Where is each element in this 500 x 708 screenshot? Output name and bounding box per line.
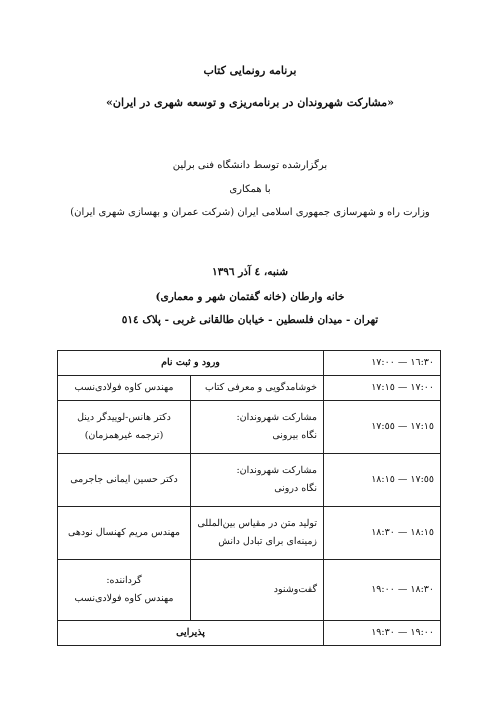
topic-cell <box>191 507 324 560</box>
topic-line: گفت‌وشنود <box>273 584 317 596</box>
time-cell: ١٧:٥٥ — ١٨:١٥ <box>324 454 441 507</box>
speaker-line: مهندس کاوه فولادی‌نسب <box>74 593 174 605</box>
event-date: شنبه، ٤ آذر ١٣٩٦ <box>212 266 288 278</box>
time-cell: ١٨:٣٠ — ١٩:٠٠ <box>324 560 441 621</box>
topic-line: خوشامدگویی و معرفی کتاب <box>205 382 317 394</box>
session-merged-cell: پذیرایی <box>58 621 324 646</box>
topic-cell <box>191 376 324 401</box>
speaker-cell <box>58 401 191 454</box>
topic-line: مشارکت شهروندان: <box>236 412 317 424</box>
speaker-cell <box>58 376 191 401</box>
topic-line: مشارکت شهروندان: <box>236 465 317 477</box>
table-row <box>58 351 441 376</box>
topic-line: تولید متن در مقیاس بین‌المللی <box>197 518 317 530</box>
book-title: «مشارکت شهروندان در برنامه‌ریزی و توسعه شهری در ایران» <box>105 96 394 109</box>
speaker-line: گرداننده: <box>106 575 142 587</box>
table-row <box>58 454 441 507</box>
topic-line: زمینه‌ای برای تبادل دانش <box>218 536 317 548</box>
speaker-cell <box>58 560 191 621</box>
document-title: برنامه رونمایی کتاب <box>203 64 297 77</box>
speaker-line: دکتر هانس-لوییدگر دینل <box>77 412 171 424</box>
speaker-line: دکتر حسین ایمانی جاجرمی <box>70 474 178 486</box>
topic-line: نگاه بیرونی <box>272 430 317 442</box>
event-address: تهران - میدان فلسطین - خیابان طالقانی غربی - پلاک ٥١٤ <box>121 314 379 326</box>
table-row <box>58 376 441 401</box>
table-row <box>58 507 441 560</box>
speaker-line: مهندس کاوه فولادی‌نسب <box>74 382 174 394</box>
session-merged-cell: ورود و ثبت نام <box>58 351 324 376</box>
partner-line: وزارت راه و شهرسازی جمهوری اسلامی ایران (شرکت عمران و بهسازی شهری ایران) <box>70 207 430 218</box>
speaker-line: (ترجمه غیرهمزمان) <box>84 430 164 442</box>
table-row <box>58 560 441 621</box>
time-cell: ١٨:١٥ — ١٨:٣٠ <box>324 507 441 560</box>
event-venue: خانه وارطان (خانه گفتمان شهر و معماری) <box>155 291 345 303</box>
table-row <box>58 401 441 454</box>
time-cell: ١٧:١٥ — ١٧:٥٥ <box>324 401 441 454</box>
topic-line: نگاه درونی <box>274 483 317 495</box>
speaker-line: مهندس مریم کهنسال نودهی <box>67 527 181 539</box>
collaboration-line: با همکاری <box>229 184 271 195</box>
speaker-cell <box>58 454 191 507</box>
topic-cell <box>191 401 324 454</box>
organizer-line: برگزارشده توسط دانشگاه فنی برلین <box>172 160 328 171</box>
speaker-cell <box>58 507 191 560</box>
time-cell: ١٩:٠٠ — ١٩:٣٠ <box>324 621 441 646</box>
time-cell: ١٦:٣٠ — ١٧:٠٠ <box>324 351 441 376</box>
time-cell: ١٧:٠٠ — ١٧:١٥ <box>324 376 441 401</box>
topic-cell <box>191 560 324 621</box>
table-row <box>58 621 441 646</box>
topic-cell <box>191 454 324 507</box>
schedule-table <box>57 350 441 646</box>
